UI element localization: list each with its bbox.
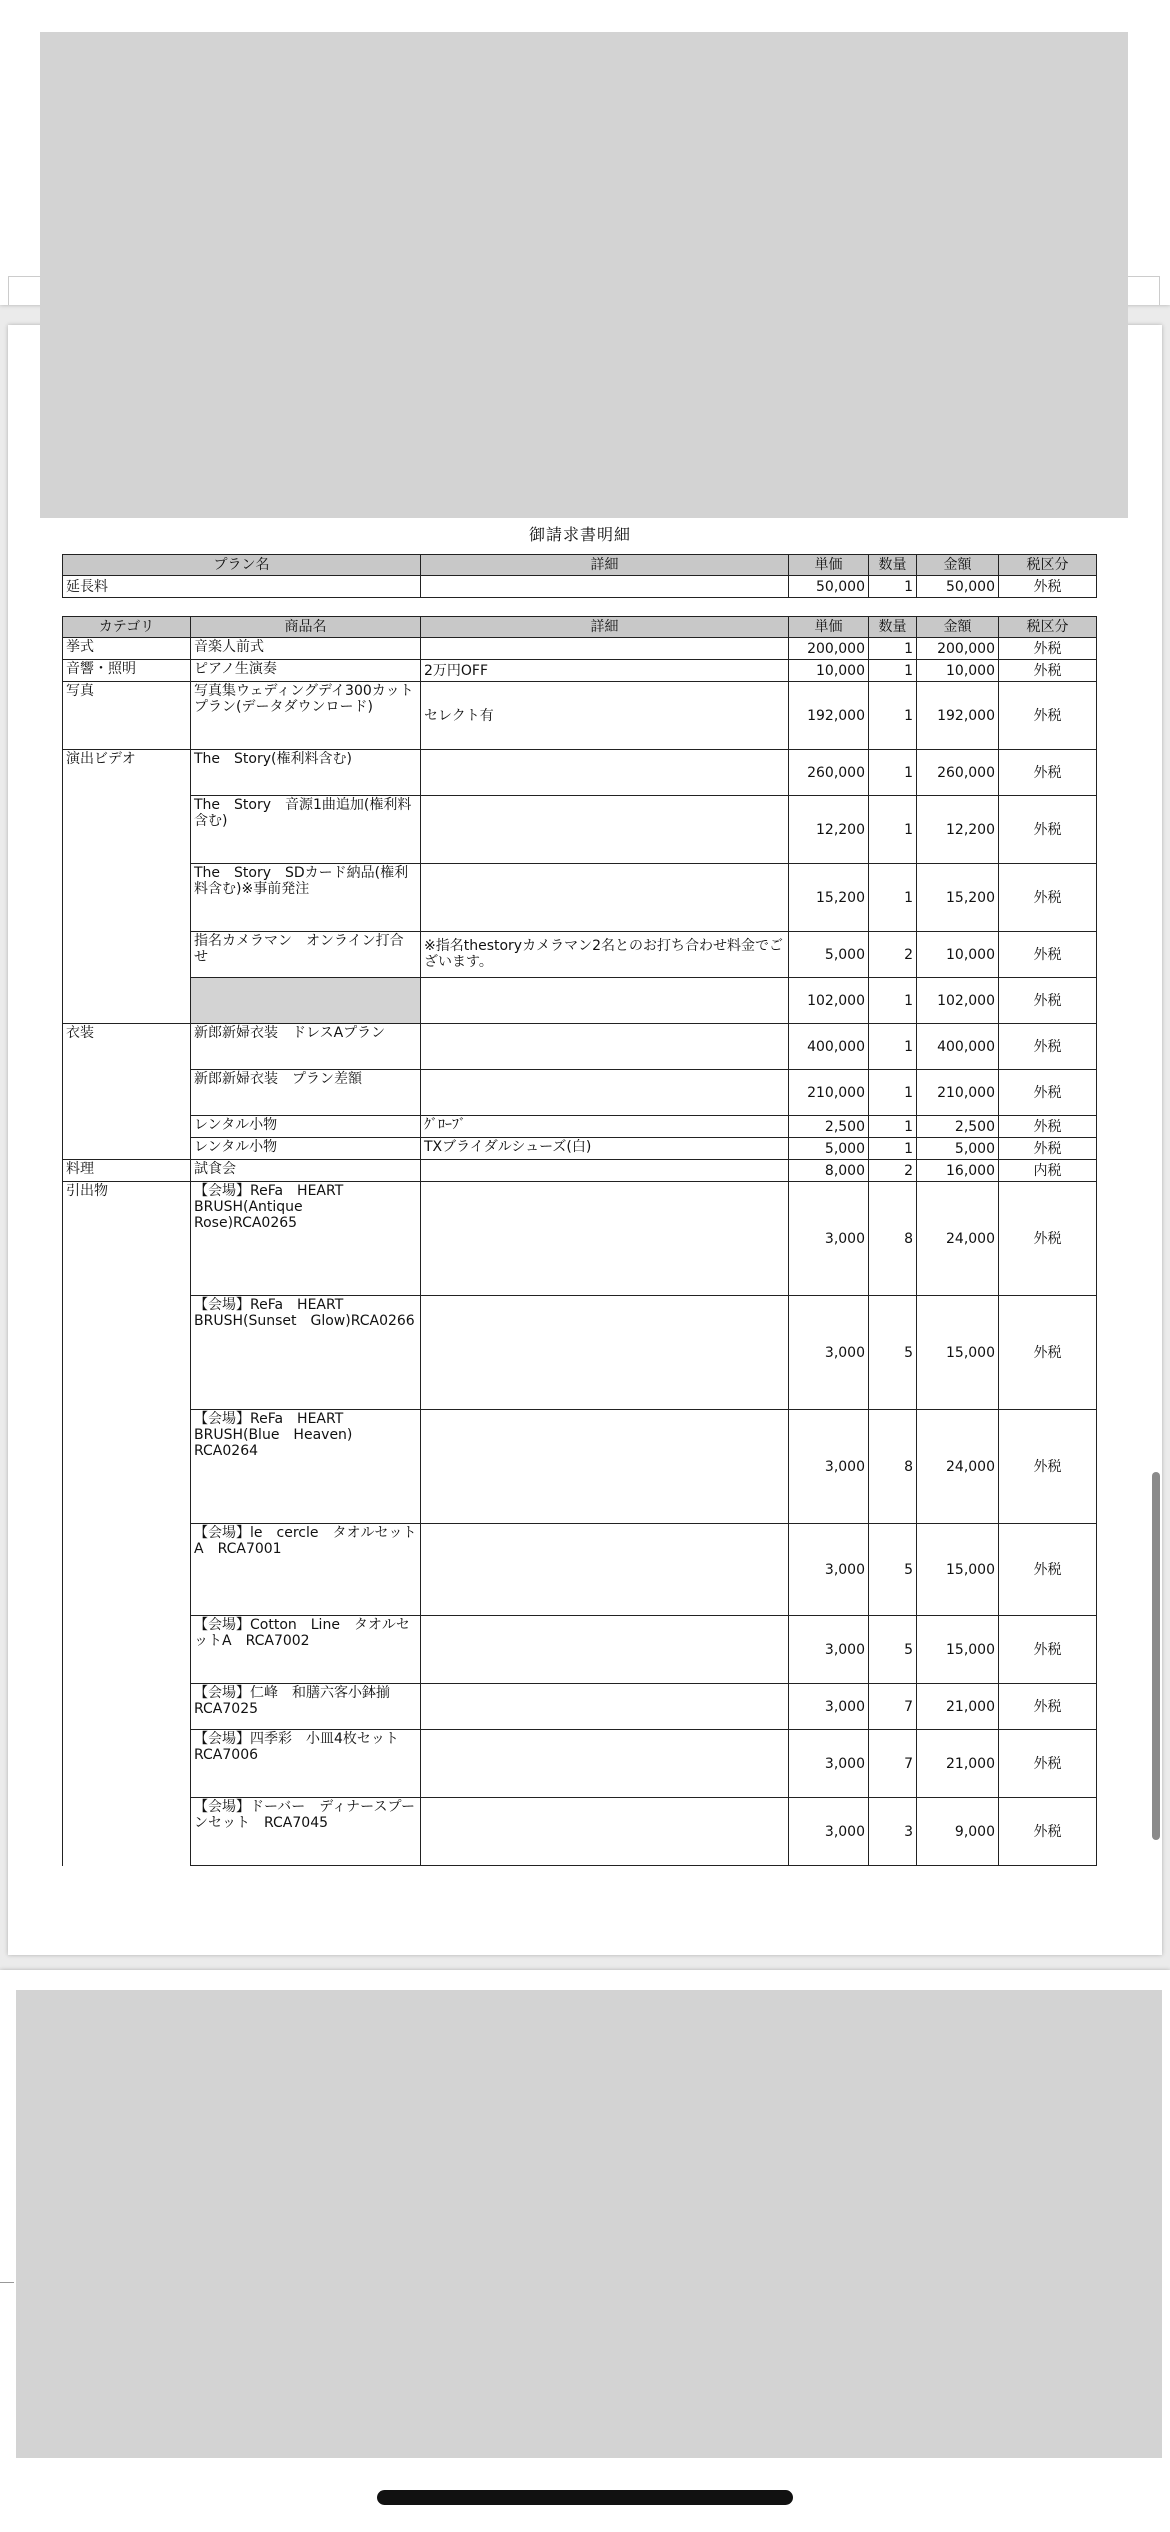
quantity-cell: 7: [869, 1730, 917, 1798]
unit-price-cell: 8,000: [789, 1160, 869, 1182]
plan-detail: [421, 576, 789, 598]
table-row: [63, 932, 1097, 978]
table-row: [63, 750, 1097, 796]
category-cell: [63, 978, 191, 1024]
detail-cell: [421, 796, 789, 864]
document-title: 御請求書明細: [528, 525, 631, 544]
unit-price-cell: 3,000: [789, 1182, 869, 1296]
detail-cell: [421, 1524, 789, 1616]
item-name-cell: The Story 音源1曲追加(権利料含む): [191, 796, 421, 864]
quantity-cell: 2: [869, 932, 917, 978]
quantity-cell: 1: [869, 750, 917, 796]
quantity-cell: 1: [869, 1070, 917, 1116]
detail-cell: [421, 978, 789, 1024]
detail-cell: ｸﾞﾛｰﾌﾞ: [421, 1116, 789, 1138]
amount-cell: 24,000: [917, 1182, 999, 1296]
unit-price-cell: 3,000: [789, 1730, 869, 1798]
category-cell: 料理: [63, 1160, 191, 1182]
tax-cell: 外税: [999, 1524, 1097, 1616]
quantity-cell: 1: [869, 864, 917, 932]
quantity-cell: 1: [869, 1024, 917, 1070]
plan-price: 50,000: [789, 576, 869, 598]
redacted-area-bottom: [16, 1990, 1162, 2458]
table-row: [63, 978, 1097, 1024]
quantity-cell: 7: [869, 1684, 917, 1730]
amount-cell: 2,500: [917, 1116, 999, 1138]
category-cell: [63, 1070, 191, 1116]
detail-cell: TXブライダルシューズ(白): [421, 1138, 789, 1160]
plan-amount: 50,000: [917, 576, 999, 598]
header-detail: 詳細: [421, 555, 789, 576]
item-name-cell: 【会場】ReFa HEART BRUSH(Antique Rose)RCA0265: [191, 1182, 421, 1296]
plan-table-header: [63, 555, 1097, 576]
plan-name: 延長料: [63, 576, 421, 598]
tax-cell: 外税: [999, 978, 1097, 1024]
tax-cell: 外税: [999, 1798, 1097, 1866]
amount-cell: 192,000: [917, 682, 999, 750]
tax-cell: 外税: [999, 1070, 1097, 1116]
tax-cell: 外税: [999, 1138, 1097, 1160]
table-row: [63, 796, 1097, 864]
header-unit-price: 単価: [789, 617, 869, 638]
header-amount: 金額: [917, 555, 999, 576]
quantity-cell: 1: [869, 682, 917, 750]
quantity-cell: 1: [869, 638, 917, 660]
amount-cell: 21,000: [917, 1684, 999, 1730]
item-name-cell: 【会場】ドーバー ディナースプーンセット RCA7045: [191, 1798, 421, 1866]
plan-tax: 外税: [999, 576, 1097, 598]
item-table: [62, 616, 1097, 1866]
detail-cell: [421, 1730, 789, 1798]
item-name-cell: 【会場】ReFa HEART BRUSH(Blue Heaven) RCA0264: [191, 1410, 421, 1524]
quantity-cell: 1: [869, 796, 917, 864]
tax-cell: 内税: [999, 1160, 1097, 1182]
amount-cell: 15,000: [917, 1616, 999, 1684]
item-name-cell: 写真集ウェディングデイ300カットプラン(データダウンロード): [191, 682, 421, 750]
unit-price-cell: 200,000: [789, 638, 869, 660]
detail-cell: [421, 1182, 789, 1296]
category-cell: [63, 1138, 191, 1160]
table-row: [63, 1296, 1097, 1410]
amount-cell: 21,000: [917, 1730, 999, 1798]
header-tax: 税区分: [999, 555, 1097, 576]
table-row: [63, 1070, 1097, 1116]
detail-cell: セレクト有: [421, 682, 789, 750]
tax-cell: 外税: [999, 796, 1097, 864]
detail-cell: ※指名thestoryカメラマン2名とのお打ち合わせ料金でございます。: [421, 932, 789, 978]
unit-price-cell: 12,200: [789, 796, 869, 864]
category-cell: [63, 1524, 191, 1616]
tax-cell: 外税: [999, 932, 1097, 978]
category-cell: 挙式: [63, 638, 191, 660]
tax-cell: 外税: [999, 1730, 1097, 1798]
item-name-cell: 【会場】Cotton Line タオルセットA RCA7002: [191, 1616, 421, 1684]
item-name-cell: The Story SDカード納品(権利料含む)※事前発注: [191, 864, 421, 932]
unit-price-cell: 5,000: [789, 932, 869, 978]
tax-cell: 外税: [999, 660, 1097, 682]
amount-cell: 16,000: [917, 1160, 999, 1182]
table-row: [63, 1798, 1097, 1866]
detail-cell: 2万円OFF: [421, 660, 789, 682]
item-name-cell: 【会場】le cercle タオルセットA RCA7001: [191, 1524, 421, 1616]
detail-cell: [421, 1160, 789, 1182]
category-cell: [63, 932, 191, 978]
tax-cell: 外税: [999, 1684, 1097, 1730]
category-cell: [63, 1798, 191, 1866]
item-name-cell: 【会場】仁峰 和膳六客小鉢揃 RCA7025: [191, 1684, 421, 1730]
category-cell: [63, 1684, 191, 1730]
tax-cell: 外税: [999, 682, 1097, 750]
amount-cell: 260,000: [917, 750, 999, 796]
detail-cell: [421, 750, 789, 796]
item-table-header: [63, 617, 1097, 638]
detail-cell: [421, 1616, 789, 1684]
plan-table: [62, 554, 1097, 598]
item-name-cell: レンタル小物: [191, 1116, 421, 1138]
quantity-cell: 1: [869, 1116, 917, 1138]
category-cell: [63, 1730, 191, 1798]
tax-cell: 外税: [999, 1182, 1097, 1296]
tax-cell: 外税: [999, 1296, 1097, 1410]
category-cell: [63, 1296, 191, 1410]
table-row: [63, 864, 1097, 932]
category-cell: 音響・照明: [63, 660, 191, 682]
unit-price-cell: 192,000: [789, 682, 869, 750]
detail-cell: [421, 1024, 789, 1070]
detail-cell: [421, 1070, 789, 1116]
table-row: [63, 1616, 1097, 1684]
unit-price-cell: 210,000: [789, 1070, 869, 1116]
category-cell: [63, 1410, 191, 1524]
amount-cell: 24,000: [917, 1410, 999, 1524]
detail-cell: [421, 864, 789, 932]
unit-price-cell: 15,200: [789, 864, 869, 932]
item-name-cell: 新郎新婦衣装 プラン差額: [191, 1070, 421, 1116]
amount-cell: 102,000: [917, 978, 999, 1024]
category-cell: [63, 864, 191, 932]
item-name-cell: 【会場】四季彩 小皿4枚セット RCA7006: [191, 1730, 421, 1798]
table-row: [63, 660, 1097, 682]
unit-price-cell: 400,000: [789, 1024, 869, 1070]
table-row: [63, 682, 1097, 750]
quantity-cell: 8: [869, 1182, 917, 1296]
table-row: [63, 1410, 1097, 1524]
scrollbar[interactable]: [1152, 1472, 1160, 1840]
quantity-cell: 5: [869, 1296, 917, 1410]
table-row: [63, 576, 1097, 598]
unit-price-cell: 3,000: [789, 1616, 869, 1684]
table-row: [63, 1138, 1097, 1160]
quantity-cell: 1: [869, 660, 917, 682]
header-plan-name: プラン名: [63, 555, 421, 576]
detail-cell: [421, 1410, 789, 1524]
tax-cell: 外税: [999, 1410, 1097, 1524]
item-name-cell: The Story(権利料含む): [191, 750, 421, 796]
category-cell: [63, 796, 191, 864]
home-indicator[interactable]: [377, 2490, 793, 2505]
category-cell: 衣装: [63, 1024, 191, 1070]
amount-cell: 10,000: [917, 932, 999, 978]
item-name-cell: ピアノ生演奏: [191, 660, 421, 682]
detail-cell: [421, 638, 789, 660]
category-cell: 引出物: [63, 1182, 191, 1296]
unit-price-cell: 10,000: [789, 660, 869, 682]
item-name-cell: 試食会: [191, 1160, 421, 1182]
tax-cell: 外税: [999, 1024, 1097, 1070]
quantity-cell: 5: [869, 1524, 917, 1616]
item-name-cell: [191, 978, 421, 1024]
item-name-cell: レンタル小物: [191, 1138, 421, 1160]
table-row: [63, 1116, 1097, 1138]
plan-qty: 1: [869, 576, 917, 598]
quantity-cell: 3: [869, 1798, 917, 1866]
amount-cell: 15,200: [917, 864, 999, 932]
quantity-cell: 5: [869, 1616, 917, 1684]
table-row: [63, 1182, 1097, 1296]
item-name-cell: 【会場】ReFa HEART BRUSH(Sunset Glow)RCA0266: [191, 1296, 421, 1410]
header-amount: 金額: [917, 617, 999, 638]
header-item-name: 商品名: [191, 617, 421, 638]
amount-cell: 15,000: [917, 1524, 999, 1616]
amount-cell: 15,000: [917, 1296, 999, 1410]
amount-cell: 400,000: [917, 1024, 999, 1070]
table-row: [63, 1160, 1097, 1182]
quantity-cell: 2: [869, 1160, 917, 1182]
table-row: [63, 638, 1097, 660]
table-row: [63, 1730, 1097, 1798]
detail-cell: [421, 1798, 789, 1866]
quantity-cell: 1: [869, 978, 917, 1024]
amount-cell: 5,000: [917, 1138, 999, 1160]
tax-cell: 外税: [999, 864, 1097, 932]
header-quantity: 数量: [869, 555, 917, 576]
unit-price-cell: 2,500: [789, 1116, 869, 1138]
amount-cell: 10,000: [917, 660, 999, 682]
unit-price-cell: 3,000: [789, 1524, 869, 1616]
quantity-cell: 1: [869, 1138, 917, 1160]
unit-price-cell: 3,000: [789, 1798, 869, 1866]
unit-price-cell: 5,000: [789, 1138, 869, 1160]
detail-cell: [421, 1684, 789, 1730]
unit-price-cell: 3,000: [789, 1684, 869, 1730]
header-detail: 詳細: [421, 617, 789, 638]
item-name-cell: 音楽人前式: [191, 638, 421, 660]
header-tax: 税区分: [999, 617, 1097, 638]
category-cell: 写真: [63, 682, 191, 750]
tax-cell: 外税: [999, 750, 1097, 796]
category-cell: [63, 1116, 191, 1138]
tax-cell: 外税: [999, 638, 1097, 660]
category-cell: 演出ビデオ: [63, 750, 191, 796]
amount-cell: 200,000: [917, 638, 999, 660]
category-cell: [63, 1616, 191, 1684]
table-row: [63, 1024, 1097, 1070]
unit-price-cell: 3,000: [789, 1296, 869, 1410]
unit-price-cell: 102,000: [789, 978, 869, 1024]
item-table-body: [63, 638, 1097, 1866]
header-unit-price: 単価: [789, 555, 869, 576]
page-edge-rule: [0, 2282, 14, 2283]
tax-cell: 外税: [999, 1116, 1097, 1138]
unit-price-cell: 260,000: [789, 750, 869, 796]
redacted-area-top: [40, 32, 1128, 518]
item-name-cell: 指名カメラマン オンライン打合せ: [191, 932, 421, 978]
header-quantity: 数量: [869, 617, 917, 638]
header-category: カテゴリ: [63, 617, 191, 638]
tax-cell: 外税: [999, 1616, 1097, 1684]
amount-cell: 210,000: [917, 1070, 999, 1116]
detail-cell: [421, 1296, 789, 1410]
quantity-cell: 8: [869, 1410, 917, 1524]
unit-price-cell: 3,000: [789, 1410, 869, 1524]
item-name-cell: 新郎新婦衣装 ドレスAプラン: [191, 1024, 421, 1070]
table-row: [63, 1524, 1097, 1616]
table-row: [63, 1684, 1097, 1730]
amount-cell: 12,200: [917, 796, 999, 864]
amount-cell: 9,000: [917, 1798, 999, 1866]
